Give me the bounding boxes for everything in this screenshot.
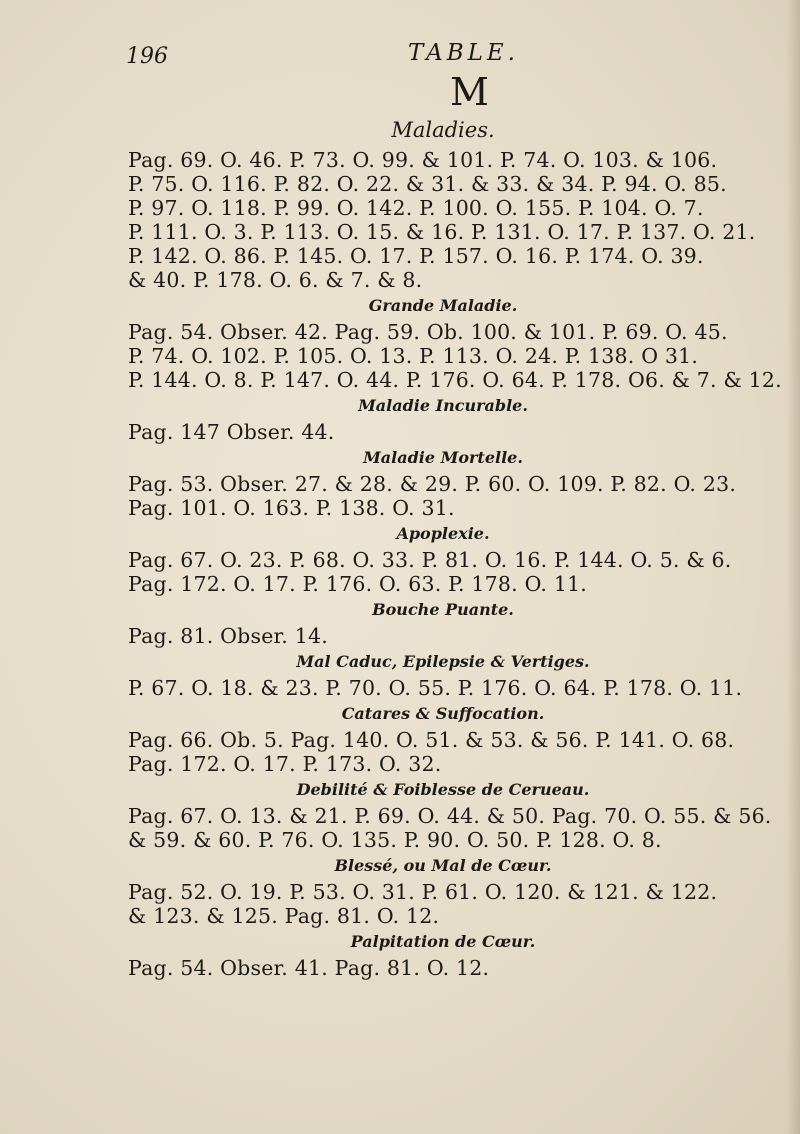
section-heading: Maladie Mortelle.: [363, 448, 523, 467]
section-heading: Maladies.: [391, 118, 495, 142]
section-heading: Grande Maladie.: [368, 296, 518, 315]
reference-line: Pag. 147 Obser. 44.: [128, 420, 335, 444]
reference-line: & 59. & 60. P. 76. O. 135. P. 90. O. 50. P. 128. O. 8.: [128, 828, 662, 852]
reference-line: Pag. 172. O. 17. P. 173. O. 32.: [128, 752, 442, 776]
reference-line: & 123. & 125. Pag. 81. O. 12.: [128, 904, 440, 928]
reference-line: Pag. 101. O. 163. P. 138. O. 31.: [128, 496, 455, 520]
reference-line: Pag. 81. Obser. 14.: [128, 624, 328, 648]
reference-line: Pag. 172. O. 17. P. 176. O. 63. P. 178. O. 11.: [128, 572, 588, 596]
section-heading: Palpitation de Cœur.: [350, 932, 536, 951]
page-number: 196: [126, 44, 168, 69]
reference-line: Pag. 67. O. 13. & 21. P. 69. O. 44. & 50. Pag. 70. O. 55. & 56.: [128, 804, 772, 828]
section-heading: Debilité & Foiblesse de Cerueau.: [296, 780, 590, 799]
reference-line: P. 97. O. 118. P. 99. O. 142. P. 100. O. 155. P. 104. O. 7.: [128, 196, 704, 220]
reference-line: Pag. 69. O. 46. P. 73. O. 99. & 101. P. 74. O. 103. & 106.: [128, 148, 718, 172]
index-entries: [128, 112, 782, 980]
reference-line: P. 67. O. 18. & 23. P. 70. O. 55. P. 176. O. 64. P. 178. O. 11.: [128, 676, 743, 700]
reference-line: P. 74. O. 102. P. 105. O. 13. P. 113. O. 24. P. 138. O 31.: [128, 344, 699, 368]
reference-line: P. 144. O. 8. P. 147. O. 44. P. 176. O. 64. P. 178. O6. & 7. & 12.: [128, 368, 782, 392]
running-title: TABLE.: [408, 40, 519, 66]
section-heading: Blessé, ou Mal de Cœur.: [334, 856, 552, 875]
section-heading: Apoplexie.: [396, 524, 490, 543]
reference-line: Pag. 54. Obser. 42. Pag. 59. Ob. 100. & 101. P. 69. O. 45.: [128, 320, 728, 344]
section-letter: M: [450, 70, 489, 114]
reference-line: Pag. 67. O. 23. P. 68. O. 33. P. 81. O. 16. P. 144. O. 5. & 6.: [128, 548, 732, 572]
reference-line: P. 111. O. 3. P. 113. O. 15. & 16. P. 131. O. 17. P. 137. O. 21.: [128, 220, 756, 244]
reference-line: Pag. 54. Obser. 41. Pag. 81. O. 12.: [128, 956, 490, 980]
section-heading: Maladie Incurable.: [358, 396, 528, 415]
reference-line: P. 142. O. 86. P. 145. O. 17. P. 157. O. 16. P. 174. O. 39.: [128, 244, 704, 268]
reference-line: & 40. P. 178. O. 6. & 7. & 8.: [128, 268, 423, 292]
reference-line: Pag. 66. Ob. 5. Pag. 140. O. 51. & 53. & 56. P. 141. O. 68.: [128, 728, 735, 752]
section-heading: Bouche Puante.: [372, 600, 514, 619]
reference-line: P. 75. O. 116. P. 82. O. 22. & 31. & 33. & 34. P. 94. O. 85.: [128, 172, 727, 196]
section-heading: Mal Caduc, Epilepsie & Vertiges.: [296, 652, 590, 671]
reference-line: Pag. 53. Obser. 27. & 28. & 29. P. 60. O. 109. P. 82. O. 23.: [128, 472, 737, 496]
reference-line: Pag. 52. O. 19. P. 53. O. 31. P. 61. O. 120. & 121. & 122.: [128, 880, 718, 904]
page-edge-shadow: [786, 0, 800, 1134]
section-heading: Catares & Suffocation.: [341, 704, 545, 723]
